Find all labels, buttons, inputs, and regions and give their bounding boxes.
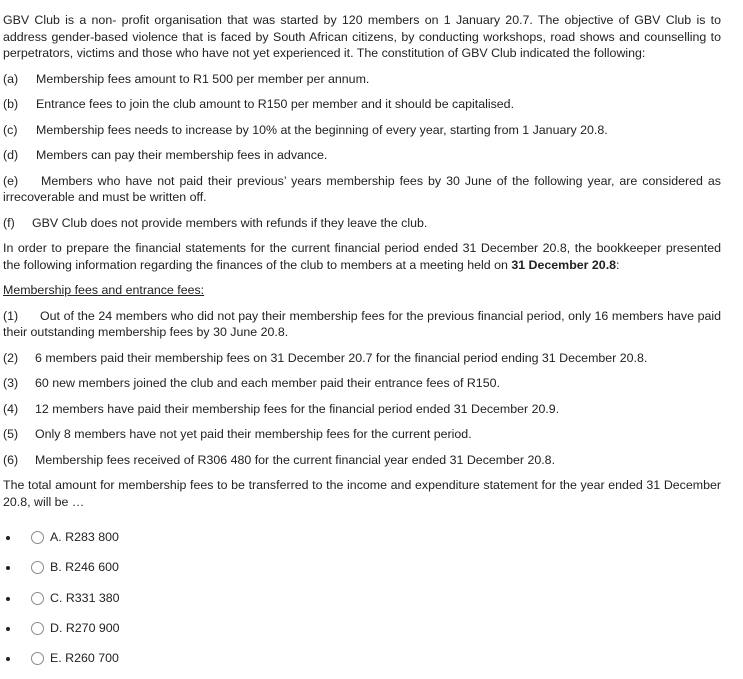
prepare-paragraph xyxy=(3,240,721,273)
item-text: Members can pay their membership fees in advance. xyxy=(36,148,328,162)
item-text: 12 members have paid their membership fees for the financial period ended 31 December 20.9. xyxy=(35,401,560,416)
question-text: The total amount for membership fees to be transferred to the income and expenditure statement for the year ended 31 December 20.8, will be … xyxy=(3,478,721,509)
info-item-1 xyxy=(3,308,721,341)
bullet-icon xyxy=(6,597,10,601)
item-label: (f) xyxy=(3,215,15,230)
item-text: Out of the 24 members who did not pay their membership fees for the previous financial period, only 16 members have paid their outstanding membership fees by 30 June 20.8. xyxy=(3,308,721,339)
constitution-item-d xyxy=(3,147,721,164)
radio-button-c[interactable] xyxy=(31,592,44,605)
bullet-icon xyxy=(6,657,10,661)
item-label: (4) xyxy=(3,401,19,416)
bullet-icon xyxy=(6,627,10,631)
item-label: (c) xyxy=(3,122,18,137)
meeting-date: 31 December 20.8 xyxy=(511,257,617,272)
section-heading: Membership fees and entrance fees: xyxy=(3,283,205,297)
item-text: Membership fees received of R306 480 for the current financial year ended 31 December 20.8. xyxy=(35,452,556,467)
intro-paragraph: GBV Club is a non- profit organisation that was started by 120 members on 1 January 20.7. The objective of GBV Club is to address gender-based violence that is faced by South African citizens, by conducting workshops, road shows and counselling to perpetrators, victims and those who have not yet experienced it. The constitution of GBV Club indicated the following: xyxy=(3,13,721,60)
item-text: Only 8 members have not yet paid their membership fees for the current period. xyxy=(35,427,472,441)
radio-button-e[interactable] xyxy=(31,652,44,665)
option-label[interactable]: A. R283 800 xyxy=(50,530,119,544)
info-item-3 xyxy=(3,375,721,392)
info-item-6 xyxy=(3,452,721,469)
option-label[interactable]: D. R270 900 xyxy=(50,620,120,635)
item-label: (6) xyxy=(3,452,19,467)
option-label[interactable]: B. R246 600 xyxy=(50,560,119,575)
bullet-icon xyxy=(6,566,10,570)
bullet-icon xyxy=(6,536,10,540)
constitution-item-a xyxy=(3,71,721,88)
item-label: (3) xyxy=(3,376,19,390)
constitution-item-e xyxy=(3,173,721,206)
item-label: (5) xyxy=(3,427,19,441)
item-text: Entrance fees to join the club amount to R150 per member and it should be capitalised. xyxy=(36,97,515,111)
radio-button-d[interactable] xyxy=(31,622,44,635)
option-label[interactable]: C. R331 380 xyxy=(50,590,120,605)
constitution-item-f xyxy=(3,215,721,232)
question-content xyxy=(3,0,721,666)
item-text: Membership fees amount to R1 500 per member per annum. xyxy=(36,71,370,86)
info-item-4 xyxy=(3,401,721,418)
item-label: (d) xyxy=(3,148,19,162)
item-label: (e) xyxy=(3,173,19,188)
item-text: Members who have not paid their previous’ years membership fees by 30 June of the following year, are considered as irrecoverable and must be written off. xyxy=(3,173,721,204)
item-label: (b) xyxy=(3,97,19,111)
constitution-item-b xyxy=(3,96,721,113)
prepare-text: In order to prepare the financial statements for the current financial period ended 31 December 20.8, the bookkeeper presented the following information regarding the finances of the club to members at a meeting held on xyxy=(3,241,721,272)
item-text: 60 new members joined the club and each member paid their entrance fees of R150. xyxy=(35,376,500,390)
item-text: GBV Club does not provide members with refunds if they leave the club. xyxy=(32,215,428,230)
option-label[interactable]: E. R260 700 xyxy=(50,651,119,666)
item-text: 6 members paid their membership fees on 31 December 20.7 for the financial period ending 31 December 20.8. xyxy=(35,350,648,365)
item-text: Membership fees needs to increase by 10% at the beginning of every year, starting from 1 January 20.8. xyxy=(36,122,608,137)
item-label: (a) xyxy=(3,71,19,86)
item-label: (1) xyxy=(3,308,19,323)
constitution-item-c xyxy=(3,122,721,139)
radio-button-b[interactable] xyxy=(31,561,44,574)
item-label: (2) xyxy=(3,350,19,365)
info-item-5 xyxy=(3,426,721,443)
radio-button-a[interactable] xyxy=(31,531,44,544)
prepare-end: : xyxy=(616,257,620,272)
info-item-2 xyxy=(3,350,721,367)
